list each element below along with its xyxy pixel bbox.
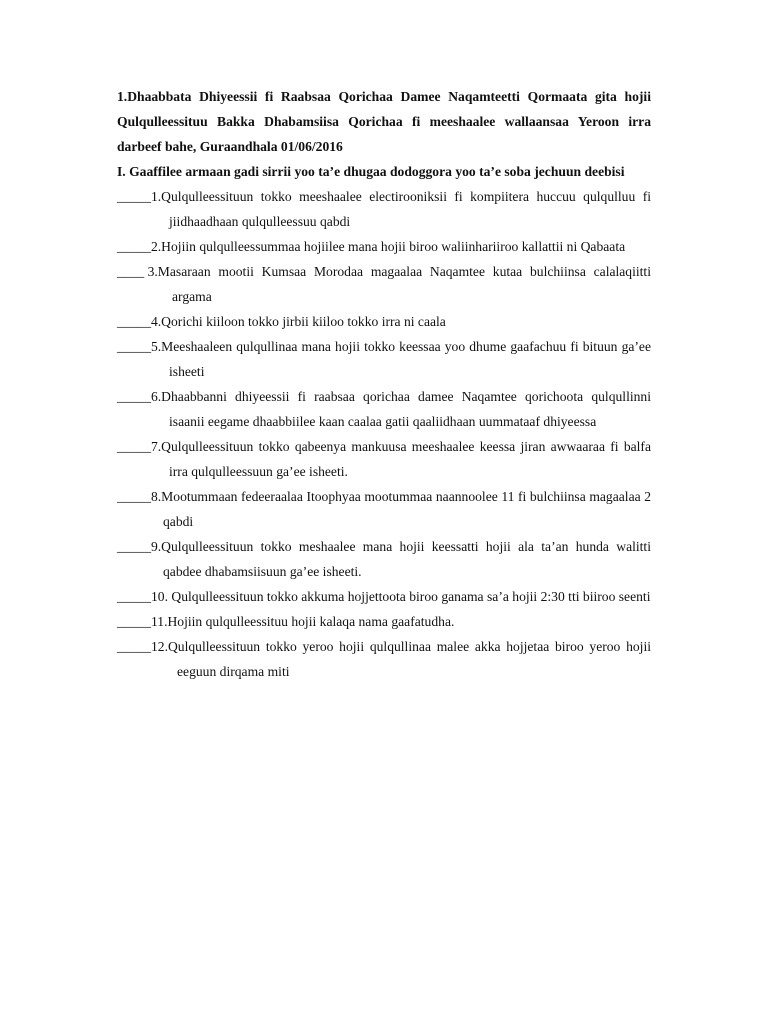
question-text: 3.Masaraan mootii Kumsaa Morodaa magaalaa Naqamtee kutaa bulchiinsa calalaqiitti argama: [147, 264, 651, 304]
answer-blank[interactable]: _____: [117, 589, 151, 604]
answer-blank[interactable]: _____: [117, 239, 151, 254]
question-item-8: [117, 484, 651, 534]
question-text: 12.Qulqulleessituun tokko yeroo hojii qulqullinaa malee akka hojjetaa biroo yeroo hojii eeguun dirqama miti: [150, 639, 651, 679]
question-text: 8.Mootummaan fedeeraalaa Itoophyaa mootummaa naannoolee 11 fi bulchiinsa magaalaa 2 qabdi: [150, 489, 651, 529]
question-list: [117, 184, 651, 684]
answer-blank[interactable]: _____: [117, 189, 151, 204]
question-item-9: [117, 534, 651, 584]
answer-blank[interactable]: _____: [117, 389, 151, 404]
question-text: 10. Qulqulleessituun tokko akkuma hojjettoota biroo ganama sa’a hojii 2:30 tti biiroo seenti: [150, 589, 651, 604]
answer-blank[interactable]: _____: [117, 314, 151, 329]
question-item-5: [117, 334, 651, 384]
document-page: [117, 84, 651, 684]
question-item-1: [117, 184, 651, 234]
answer-blank[interactable]: ____: [117, 264, 148, 279]
question-item-7: [117, 434, 651, 484]
question-text: 6.Dhaabbanni dhiyeessii fi raabsaa qorichaa damee Naqamtee qorichoota qulqullinni isaanii eegame dhaabbiilee kaan caalaa gatii qaaliidhaan uummataaf dhiyeessa: [150, 389, 651, 429]
question-item-3: [117, 259, 651, 309]
question-text: 7.Qulqulleessituun tokko qabeenya mankuusa meeshaalee keessa jiran awwaaraa fi balfa irra qulqulleessuun ga’ee isheeti.: [150, 439, 651, 479]
question-text: 11.Hojiin qulqulleessituu hojii kalaqa nama gaafatudha.: [150, 614, 455, 629]
answer-blank[interactable]: _____: [117, 439, 151, 454]
section-heading: I. Gaaffilee armaan gadi sirrii yoo ta’e dhugaa dodoggora yoo ta’e soba jechuun deebisi: [117, 164, 625, 179]
question-item-11: [117, 609, 651, 634]
question-item-10: [117, 584, 651, 609]
question-text: 1.Qulqulleessituun tokko meeshaalee electirooniksii fi kompiitera huccuu qulqulluu fi jiidhaadhaan qulqulleessuu qabdi: [150, 189, 651, 229]
question-item-12: [117, 634, 651, 684]
question-item-6: [117, 384, 651, 434]
answer-blank[interactable]: _____: [117, 639, 151, 654]
question-text: 4.Qorichi kiiloon tokko jirbii kiiloo tokko irra ni caala: [150, 314, 446, 329]
question-item-2: [117, 234, 651, 259]
answer-blank[interactable]: _____: [117, 489, 151, 504]
question-text: 5.Meeshaaleen qulqullinaa mana hojii tokko keessaa yoo dhume gaafachuu fi bituun ga’ee isheeti: [150, 339, 651, 379]
question-text: 9.Qulqulleessituun tokko meshaalee mana hojii keessatti hojii ala ta’an hunda walitti qabdee dhabamsiisuun ga’ee isheeti.: [150, 539, 651, 579]
answer-blank[interactable]: _____: [117, 614, 151, 629]
question-text: 2.Hojiin qulqulleessummaa hojiilee mana hojii biroo waliinhariiroo kallattii ni Qabaata: [150, 239, 626, 254]
answer-blank[interactable]: _____: [117, 339, 151, 354]
document-title: 1.Dhaabbata Dhiyeessii fi Raabsaa Qorichaa Damee Naqamteetti Qormaata gita hojii Qulqulleessituu Bakka Dhabamsiisa Qorichaa fi meeshaalee wallaansaa Yeroon irra darbeef bahe, Guraandhala 01/06/2016: [117, 89, 651, 154]
question-item-4: [117, 309, 651, 334]
answer-blank[interactable]: _____: [117, 539, 151, 554]
